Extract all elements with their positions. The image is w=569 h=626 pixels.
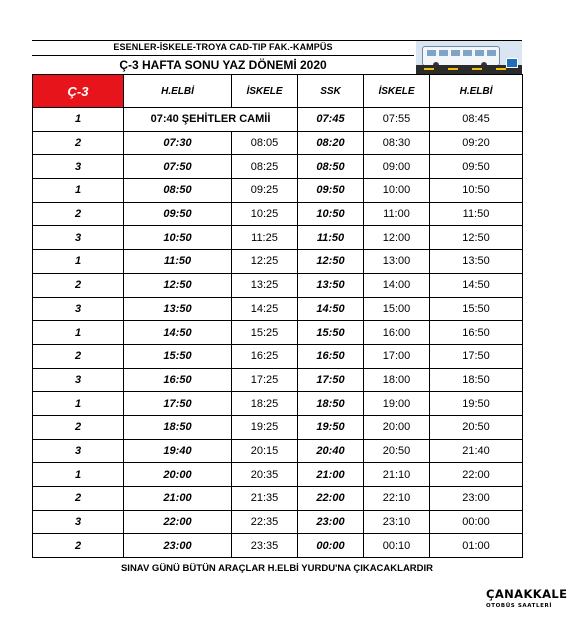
time-cell: 19:00 bbox=[364, 392, 430, 416]
bus-number-cell: 2 bbox=[33, 487, 124, 511]
time-cell: 18:50 bbox=[298, 392, 364, 416]
time-cell: 13:25 bbox=[232, 273, 298, 297]
time-cell: 13:50 bbox=[298, 273, 364, 297]
bus-window bbox=[451, 50, 460, 56]
time-cell: 22:10 bbox=[364, 487, 430, 511]
bus-number-cell: 3 bbox=[33, 155, 124, 179]
table-row bbox=[33, 321, 523, 345]
time-cell: 20:15 bbox=[232, 439, 298, 463]
time-cell: 14:50 bbox=[430, 273, 523, 297]
time-cell: 15:50 bbox=[430, 297, 523, 321]
time-cell: 18:00 bbox=[364, 368, 430, 392]
time-cell: 14:25 bbox=[232, 297, 298, 321]
time-cell: 00:00 bbox=[430, 510, 523, 534]
bus-stop-sign-icon bbox=[506, 58, 518, 68]
time-cell: 12:50 bbox=[298, 250, 364, 274]
time-cell: 15:00 bbox=[364, 297, 430, 321]
time-cell: 16:25 bbox=[232, 344, 298, 368]
time-cell: 21:00 bbox=[298, 463, 364, 487]
route-title: ESENLER-İSKELE-TROYA CAD-TIP FAK.-KAMPÜS bbox=[113, 42, 333, 52]
table-row bbox=[33, 226, 523, 250]
bus-window bbox=[487, 50, 496, 56]
time-cell: 16:50 bbox=[124, 368, 232, 392]
bus-number-cell: 2 bbox=[33, 415, 124, 439]
time-cell: 01:00 bbox=[430, 534, 523, 558]
time-cell: 20:00 bbox=[364, 415, 430, 439]
departure-cell: 07:40 ŞEHİTLER CAMİİ bbox=[124, 108, 298, 132]
time-cell: 17:25 bbox=[232, 368, 298, 392]
bus-number-cell: 3 bbox=[33, 439, 124, 463]
time-cell: 22:00 bbox=[298, 487, 364, 511]
bus-number-cell: 2 bbox=[33, 273, 124, 297]
time-cell: 23:00 bbox=[124, 534, 232, 558]
time-cell: 08:45 bbox=[430, 108, 523, 132]
time-cell: 09:20 bbox=[430, 131, 523, 155]
time-cell: 23:00 bbox=[430, 487, 523, 511]
table-row bbox=[33, 510, 523, 534]
bus-number-cell: 1 bbox=[33, 250, 124, 274]
brand-name: ÇANAKKALE bbox=[486, 587, 568, 601]
table-row bbox=[33, 463, 523, 487]
time-cell: 18:50 bbox=[124, 415, 232, 439]
table-row bbox=[33, 534, 523, 558]
table-row bbox=[33, 297, 523, 321]
time-cell: 15:50 bbox=[298, 321, 364, 345]
table-row bbox=[33, 392, 523, 416]
time-cell: 08:25 bbox=[232, 155, 298, 179]
time-cell: 07:50 bbox=[124, 155, 232, 179]
bus-window bbox=[463, 50, 472, 56]
bus-number-cell: 1 bbox=[33, 392, 124, 416]
time-cell: 20:50 bbox=[364, 439, 430, 463]
time-cell: 16:50 bbox=[430, 321, 523, 345]
time-cell: 11:00 bbox=[364, 202, 430, 226]
time-cell: 20:35 bbox=[232, 463, 298, 487]
time-cell: 13:50 bbox=[124, 297, 232, 321]
time-cell: 21:00 bbox=[124, 487, 232, 511]
time-cell: 10:50 bbox=[430, 179, 523, 203]
time-cell: 10:00 bbox=[364, 179, 430, 203]
bus-number-cell: 2 bbox=[33, 131, 124, 155]
timetable-header bbox=[32, 40, 522, 75]
bus-number-cell: 3 bbox=[33, 297, 124, 321]
time-cell: 12:00 bbox=[364, 226, 430, 250]
time-cell: 00:10 bbox=[364, 534, 430, 558]
route-code-header: Ç-3 bbox=[33, 75, 124, 108]
bus-number-cell: 2 bbox=[33, 202, 124, 226]
time-cell: 23:00 bbox=[298, 510, 364, 534]
time-cell: 19:25 bbox=[232, 415, 298, 439]
time-cell: 17:50 bbox=[298, 368, 364, 392]
time-cell: 18:50 bbox=[430, 368, 523, 392]
brand-logo bbox=[486, 587, 566, 609]
column-header: İSKELE bbox=[232, 75, 298, 108]
column-header: H.ELBİ bbox=[124, 75, 232, 108]
time-cell: 22:00 bbox=[430, 463, 523, 487]
time-cell: 11:50 bbox=[124, 250, 232, 274]
time-cell: 19:50 bbox=[430, 392, 523, 416]
bus-icon bbox=[422, 46, 500, 66]
time-cell: 17:00 bbox=[364, 344, 430, 368]
bus-number-cell: 2 bbox=[33, 534, 124, 558]
time-cell: 09:00 bbox=[364, 155, 430, 179]
time-cell: 16:50 bbox=[298, 344, 364, 368]
time-cell: 17:50 bbox=[124, 392, 232, 416]
time-cell: 11:50 bbox=[430, 202, 523, 226]
time-cell: 10:50 bbox=[298, 202, 364, 226]
footnote: SINAV GÜNÜ BÜTÜN ARAÇLAR H.ELBİ YURDU'NA ÇIKACAKLARDIR bbox=[120, 563, 434, 574]
bus-number-cell: 1 bbox=[33, 321, 124, 345]
time-cell: 11:25 bbox=[232, 226, 298, 250]
bus-banner-image bbox=[416, 41, 522, 74]
time-cell: 19:50 bbox=[298, 415, 364, 439]
road-stripe bbox=[472, 68, 482, 70]
bus-window bbox=[439, 50, 448, 56]
time-cell: 10:25 bbox=[232, 202, 298, 226]
table-row bbox=[33, 108, 523, 132]
time-cell: 07:55 bbox=[364, 108, 430, 132]
column-header: SSK bbox=[298, 75, 364, 108]
road-stripe bbox=[424, 68, 434, 70]
table-row bbox=[33, 202, 523, 226]
time-cell: 21:35 bbox=[232, 487, 298, 511]
table-row bbox=[33, 131, 523, 155]
time-cell: 21:40 bbox=[430, 439, 523, 463]
time-cell: 17:50 bbox=[430, 344, 523, 368]
time-cell: 12:50 bbox=[430, 226, 523, 250]
time-cell: 08:50 bbox=[298, 155, 364, 179]
time-cell: 13:00 bbox=[364, 250, 430, 274]
season-title: Ç-3 HAFTA SONU YAZ DÖNEMİ 2020 bbox=[32, 55, 414, 75]
bus-number-cell: 1 bbox=[33, 463, 124, 487]
bus-number-cell: 3 bbox=[33, 368, 124, 392]
time-cell: 09:50 bbox=[430, 155, 523, 179]
time-cell: 22:00 bbox=[124, 510, 232, 534]
table-row bbox=[33, 273, 523, 297]
road-stripe bbox=[496, 68, 506, 70]
time-cell: 13:50 bbox=[430, 250, 523, 274]
time-cell: 23:10 bbox=[364, 510, 430, 534]
column-header: İSKELE bbox=[364, 75, 430, 108]
time-cell: 08:05 bbox=[232, 131, 298, 155]
bus-number-cell: 3 bbox=[33, 510, 124, 534]
table-row bbox=[33, 250, 523, 274]
time-cell: 20:40 bbox=[298, 439, 364, 463]
time-cell: 15:50 bbox=[124, 344, 232, 368]
time-cell: 12:50 bbox=[124, 273, 232, 297]
table-row bbox=[33, 415, 523, 439]
time-cell: 22:35 bbox=[232, 510, 298, 534]
time-cell: 14:50 bbox=[298, 297, 364, 321]
bus-window bbox=[475, 50, 484, 56]
table-row bbox=[33, 439, 523, 463]
bus-number-cell: 2 bbox=[33, 344, 124, 368]
time-cell: 16:00 bbox=[364, 321, 430, 345]
time-cell: 08:20 bbox=[298, 131, 364, 155]
time-cell: 09:50 bbox=[124, 202, 232, 226]
table-row bbox=[33, 179, 523, 203]
time-cell: 10:50 bbox=[124, 226, 232, 250]
time-cell: 14:00 bbox=[364, 273, 430, 297]
time-cell: 07:30 bbox=[124, 131, 232, 155]
time-cell: 23:35 bbox=[232, 534, 298, 558]
bus-number-cell: 1 bbox=[33, 179, 124, 203]
bus-number-cell: 1 bbox=[33, 108, 124, 132]
time-cell: 19:40 bbox=[124, 439, 232, 463]
brand-subtitle: OTOBÜS SAATLERİ bbox=[486, 603, 552, 609]
table-row bbox=[33, 487, 523, 511]
time-cell: 08:50 bbox=[124, 179, 232, 203]
time-cell: 11:50 bbox=[298, 226, 364, 250]
bus-number-cell: 3 bbox=[33, 226, 124, 250]
table-row bbox=[33, 344, 523, 368]
time-cell: 14:50 bbox=[124, 321, 232, 345]
timetable-body bbox=[33, 108, 523, 558]
road-stripe bbox=[448, 68, 458, 70]
time-cell: 15:25 bbox=[232, 321, 298, 345]
table-row bbox=[33, 155, 523, 179]
time-cell: 09:50 bbox=[298, 179, 364, 203]
header-row bbox=[33, 75, 523, 108]
time-cell: 07:45 bbox=[298, 108, 364, 132]
time-cell: 09:25 bbox=[232, 179, 298, 203]
time-cell: 00:00 bbox=[298, 534, 364, 558]
time-cell: 20:50 bbox=[430, 415, 523, 439]
time-cell: 12:25 bbox=[232, 250, 298, 274]
time-cell: 18:25 bbox=[232, 392, 298, 416]
bus-window bbox=[427, 50, 436, 56]
time-cell: 08:30 bbox=[364, 131, 430, 155]
table-row bbox=[33, 368, 523, 392]
time-cell: 20:00 bbox=[124, 463, 232, 487]
column-header: H.ELBİ bbox=[430, 75, 523, 108]
timetable bbox=[32, 74, 523, 558]
time-cell: 21:10 bbox=[364, 463, 430, 487]
